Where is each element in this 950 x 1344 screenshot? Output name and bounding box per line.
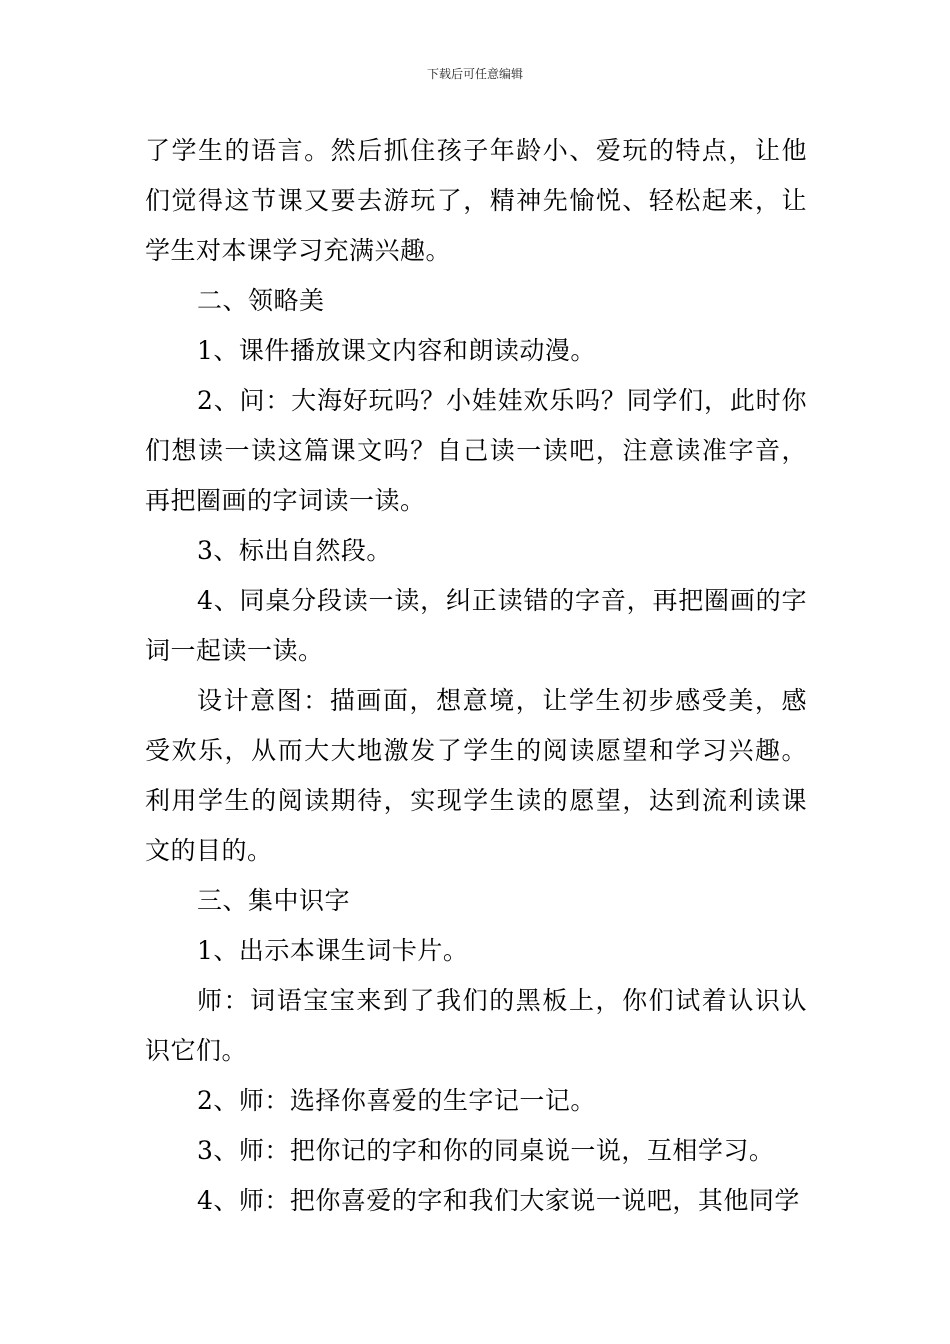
paragraph-13: 4、师：把你喜爱的字和我们大家说一说吧，其他同学 bbox=[197, 1186, 800, 1215]
paragraph-10: 师：词语宝宝来到了我们的黑板上，你们试着认识认识它们。 bbox=[145, 986, 807, 1065]
paragraph-3: 1、课件播放课文内容和朗读动漫。 bbox=[197, 336, 596, 365]
section-heading-2: 二、领略美 bbox=[197, 286, 325, 315]
page-header: 下载后可任意编辑 bbox=[426, 67, 523, 81]
design-intent-paragraph: 设计意图：描画面，想意境，让学生初步感受美，感受欢乐，从而大大地激发了学生的阅读愿望和学习兴趣。利用学生的阅读期待，实现学生读的愿望，达到流利读课文的目的。 bbox=[145, 686, 807, 865]
paragraph-4: 2、问：大海好玩吗？小娃娃欢乐吗？同学们，此时你们想读一读这篇课文吗？自己读一读吧，注意读准字音，再把圈画的字词读一读。 bbox=[145, 386, 807, 515]
section-heading-3: 三、集中识字 bbox=[197, 886, 351, 915]
paragraph-6: 4、同桌分段读一读，纠正读错的字音，再把圈画的字词一起读一读。 bbox=[145, 586, 807, 665]
paragraph-12: 3、师：把你记的字和你的同桌说一说，互相学习。 bbox=[197, 1136, 775, 1165]
paragraph-5: 3、标出自然段。 bbox=[197, 536, 392, 565]
paragraph-11: 2、师：选择你喜爱的生字记一记。 bbox=[197, 1086, 596, 1115]
paragraph-9: 1、出示本课生词卡片。 bbox=[197, 936, 469, 965]
paragraph-1: 了学生的语言。然后抓住孩子年龄小、爱玩的特点，让他们觉得这节课又要去游玩了，精神先愉悦、轻松起来，让学生对本课学习充满兴趣。 bbox=[145, 136, 807, 265]
document-body bbox=[145, 126, 807, 1226]
